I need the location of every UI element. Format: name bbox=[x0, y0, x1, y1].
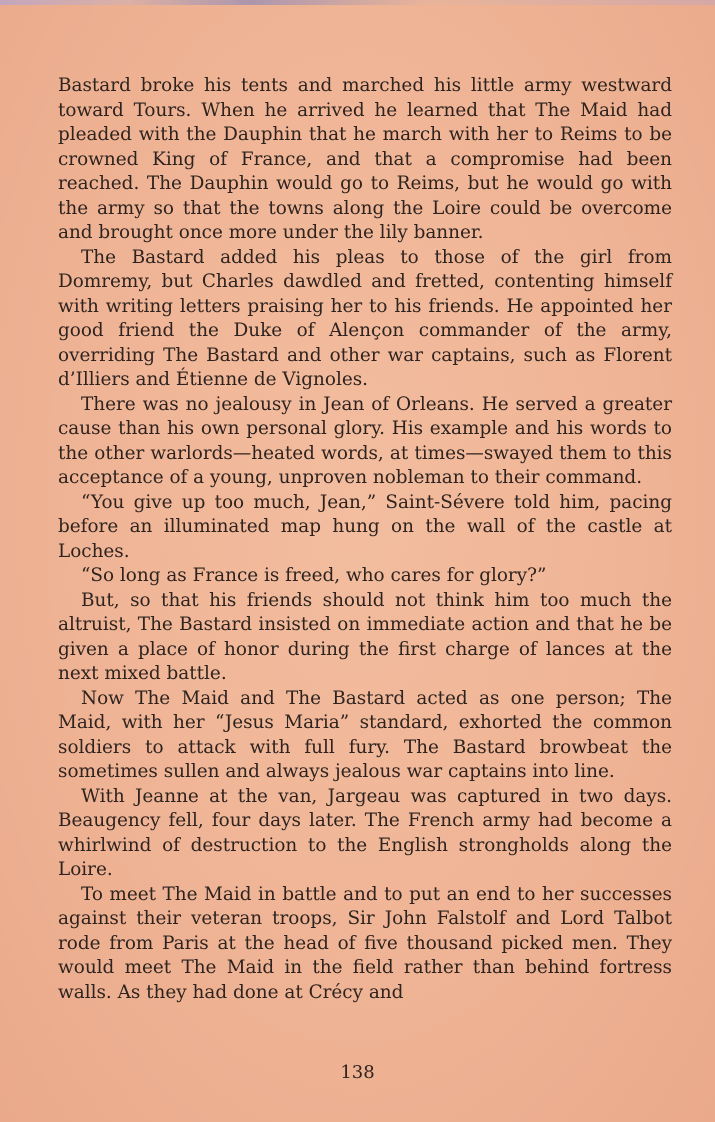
body-text bbox=[58, 74, 672, 1005]
paragraph: But, so that his friends should not think him too much the altruist, The Bastard insisted on immediate action and that he be given a place of honor during the first charge of lances at the next mixed battle. bbox=[58, 589, 672, 684]
page-number: 138 bbox=[340, 1062, 375, 1083]
paragraph: To meet The Maid in battle and to put an end to her successes against their veteran troops, Sir John Falstolf and Lord Talbot rode from Paris at the head of five thousand picked men. They would meet The Maid in the field rather than behind fortress walls. As they had done at Crécy and bbox=[58, 883, 672, 1003]
page-top-edge bbox=[0, 0, 715, 5]
paragraph: There was no jealousy in Jean of Orleans. He served a greater cause than his own personal glory. His example and his words to the other warlords—heated words, at times—swayed them to this acceptance of a young, unproven nobleman to their command. bbox=[58, 393, 672, 488]
paragraph: The Bastard added his pleas to those of the girl from Domremy, but Charles dawdled and fretted, contenting himself with writing letters praising her to his friends. He appointed her good friend the Duke of Alençon commander of the army, overriding The Bastard and other war captains, such as Florent d’Illiers and Étienne de Vignoles. bbox=[58, 246, 672, 390]
paragraph: “So long as France is freed, who cares for glory?” bbox=[81, 565, 547, 586]
paragraph: Bastard broke his tents and marched his little army westward toward Tours. When he arrived he learned that The Maid had pleaded with the Dauphin that he march with her to Reims to be crowned King of France, and that a compromise had been reached. The Dauphin would go to Reims, but he would go with the army so that the towns along the Loire could be overcome and brought once more under the lily banner. bbox=[58, 75, 672, 243]
paragraph: With Jeanne at the van, Jargeau was captured in two days. Beaugency fell, four days later. The French army had become a whirlwind of destruction to the English strongholds along the Loire. bbox=[58, 785, 672, 880]
paragraph: Now The Maid and The Bastard acted as one person; The Maid, with her “Jesus Maria” standard, exhorted the common soldiers to attack with full fury. The Bastard browbeat the sometimes sullen and always jealous war captains into line. bbox=[58, 687, 672, 782]
paragraph: “You give up too much, Jean,” Saint-Sévere told him, pacing before an illuminated map hung on the wall of the castle at Loches. bbox=[58, 491, 672, 562]
